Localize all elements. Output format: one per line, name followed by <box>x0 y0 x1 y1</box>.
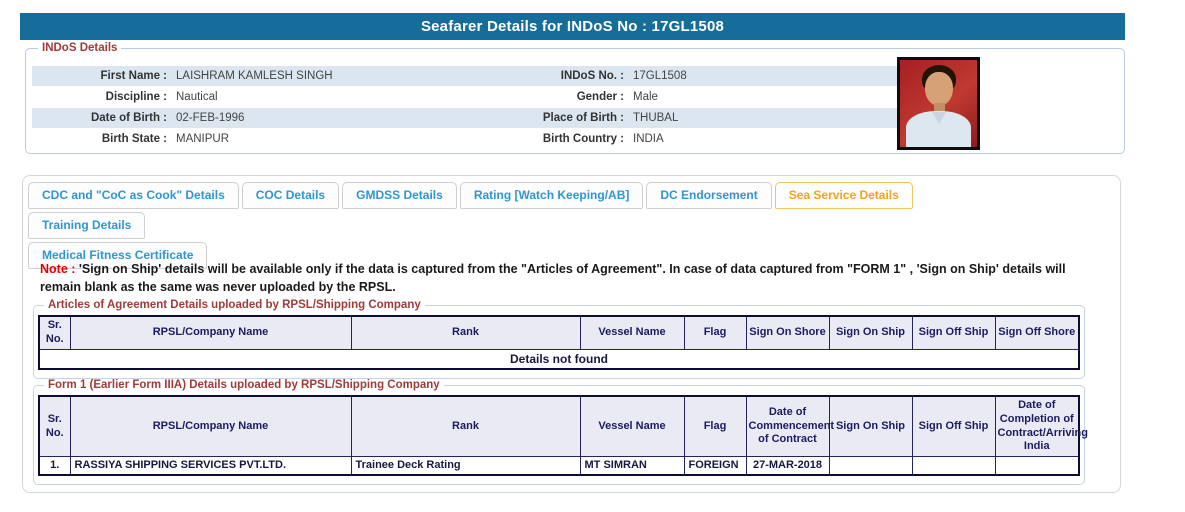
photo-face <box>925 72 953 106</box>
col-sign-on-ship: Sign On Ship <box>829 396 912 457</box>
empty-row <box>39 349 1079 369</box>
cell-sr-no: 1. <box>39 457 70 475</box>
form1-table <box>38 395 1088 476</box>
birth-country-label: Birth Country : <box>542 133 624 145</box>
tab-dc-endorsement[interactable]: DC Endorsement <box>646 182 771 209</box>
col-vessel-name: Vessel Name <box>580 316 684 349</box>
col-rank: Rank <box>351 396 580 457</box>
birth-country-value: INDIA <box>633 133 664 145</box>
indos-no-value: 17GL1508 <box>633 70 687 82</box>
discipline-value: Nautical <box>176 91 218 103</box>
date-of-birth-value: 02-FEB-1996 <box>176 112 245 124</box>
col-rpsl-company-name: RPSL/Company Name <box>70 316 351 349</box>
col-flag: Flag <box>684 316 746 349</box>
articles-of-agreement-panel <box>33 299 1085 379</box>
note-text: 'Sign on Ship' details will be available only if the data is captured from the "Articles of Agreement". In case of data captured from "FORM 1" , 'Sign on Ship' details will remain blank as the same was never uploaded by the RPSL. <box>40 262 1066 295</box>
cell-date-of-commencement: 27-MAR-2018 <box>746 457 829 475</box>
col-flag: Flag <box>684 396 746 457</box>
cell-rank: Trainee Deck Rating <box>351 457 580 475</box>
discipline-label: Discipline : <box>105 91 167 103</box>
cell-date-of-completion <box>995 457 1079 475</box>
page-title: Seafarer Details for INDoS No : 17GL1508 <box>20 13 1125 40</box>
gender-label: Gender : <box>576 91 624 103</box>
first-name-value: LAISHRAM KAMLESH SINGH <box>176 70 333 82</box>
articles-of-agreement-table <box>38 315 1080 370</box>
articles-of-agreement-legend: Articles of Agreement Details uploaded by RPSL/Shipping Company <box>48 299 421 311</box>
cell-flag: FOREIGN <box>684 457 746 475</box>
tab-coc-details[interactable]: COC Details <box>242 182 339 209</box>
birth-state-value: MANIPUR <box>176 133 230 145</box>
note-prefix: Note : <box>40 262 76 276</box>
col-sign-off-ship: Sign Off Ship <box>912 316 995 349</box>
form1-panel <box>33 379 1088 485</box>
tab-gmdss-details[interactable]: GMDSS Details <box>342 182 457 209</box>
col-date-of-completion: Date of Completion of Contract/Arriving India <box>995 396 1079 457</box>
col-sign-on-ship: Sign On Ship <box>829 316 912 349</box>
gender-value: Male <box>633 91 658 103</box>
seafarer-tabs-section <box>22 175 1121 493</box>
tab-rating-watch-keeping-ab[interactable]: Rating [Watch Keeping/AB] <box>460 182 644 209</box>
detail-row <box>32 108 898 128</box>
sign-on-ship-note <box>40 260 1106 296</box>
col-rank: Rank <box>351 316 580 349</box>
birth-state-label: Birth State : <box>101 133 167 145</box>
indos-no-label: INDoS No. : <box>560 70 624 82</box>
table-header-row <box>39 396 1079 457</box>
col-date-of-commencement: Date of Commencement of Contract <box>746 396 829 457</box>
col-sign-off-ship: Sign Off Ship <box>912 396 995 457</box>
detail-row <box>32 66 898 86</box>
cell-vessel-name: MT SIMRAN <box>580 457 684 475</box>
col-sr-no: Sr. No. <box>39 316 70 349</box>
col-vessel-name: Vessel Name <box>580 396 684 457</box>
col-sr-no: Sr. No. <box>39 396 70 457</box>
cell-sign-off-ship <box>912 457 995 475</box>
tab-sea-service-details[interactable]: Sea Service Details <box>775 182 913 209</box>
tab-training-details[interactable]: Training Details <box>28 212 145 239</box>
tab-medical-fitness-certificate[interactable]: Medical Fitness Certificate <box>28 242 207 269</box>
place-of-birth-label: Place of Birth : <box>542 112 624 124</box>
indos-details-rows <box>32 66 898 149</box>
seafarer-photo <box>897 57 980 150</box>
col-sign-off-shore: Sign Off Shore <box>995 316 1079 349</box>
details-not-found-message: Details not found <box>39 349 1079 369</box>
date-of-birth-label: Date of Birth : <box>90 112 167 124</box>
table-row <box>39 457 1079 475</box>
detail-row <box>32 87 898 107</box>
indos-details-legend: INDoS Details <box>42 42 118 54</box>
col-rpsl-company-name: RPSL/Company Name <box>70 396 351 457</box>
place-of-birth-value: THUBAL <box>633 112 679 124</box>
cell-sign-on-ship <box>829 457 912 475</box>
cell-rpsl-company-name: RASSIYA SHIPPING SERVICES PVT.LTD. <box>70 457 351 475</box>
tab-bar <box>28 182 1028 272</box>
first-name-label: First Name : <box>100 70 167 82</box>
col-sign-on-shore: Sign On Shore <box>746 316 829 349</box>
table-header-row <box>39 316 1079 349</box>
detail-row <box>32 129 898 149</box>
tab-cdc-coc-as-cook[interactable]: CDC and "CoC as Cook" Details <box>28 182 239 209</box>
form1-legend: Form 1 (Earlier Form IIIA) Details uploaded by RPSL/Shipping Company <box>48 379 440 391</box>
